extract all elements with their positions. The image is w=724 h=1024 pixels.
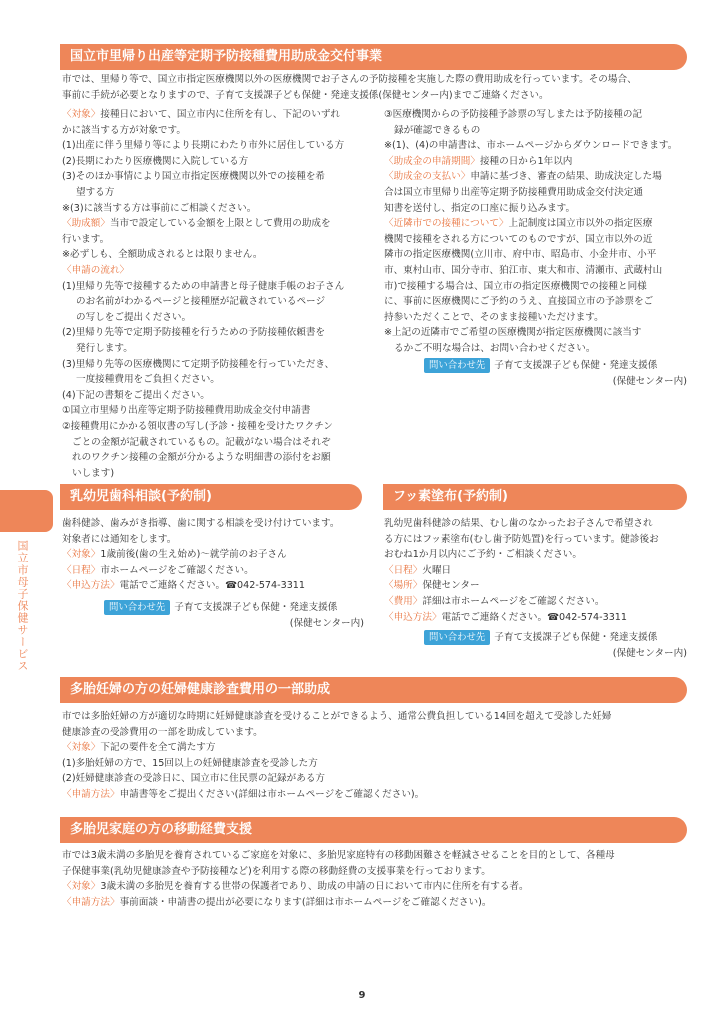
section-title-travel-support: 多胎児家庭の方の移動経費支援: [60, 817, 687, 843]
text-line: [384, 279, 689, 295]
field-text: のお名前がわかるページと接種歴が記載されているページ: [76, 296, 326, 308]
field-text: (4)下記の書類をご提出ください。: [62, 389, 210, 401]
section-title-dental: 乳幼児歯科相談(予約制): [60, 484, 362, 510]
text-line: [62, 185, 372, 201]
text-line: 事前に手続が必要となりますので、子育て支援課子ども保健・発達支援係(保健センター内)までご連絡ください。: [62, 89, 549, 101]
text-line: [384, 123, 689, 139]
field-text: る方にはフッ素塗布(むし歯予防処置)を行っています。健診後お: [384, 533, 659, 545]
text-line: [62, 169, 372, 185]
field-text: 詳細は市ホームページをご確認ください。: [422, 596, 605, 607]
field-text: 一度接種費用をご負担ください。: [76, 374, 220, 386]
contact-block: [424, 630, 687, 661]
field-text: 3歳未満の多胎児を養育する世帯の保護者であり、助成の申請の日において市内に住所を有する者。: [100, 881, 529, 893]
text-line: [384, 263, 689, 279]
text-line: [62, 247, 372, 263]
text-line: [384, 341, 689, 357]
field-text: (1)多胎妊婦の方で、15回以上の妊婦健康診査を受診した方: [62, 757, 318, 769]
field-label: 〈対象〉: [62, 881, 101, 893]
field-text: (2)長期にわたり医療機関に入院している方: [62, 155, 249, 167]
text-line: [62, 787, 689, 803]
field-text: 録が確認できるもの: [394, 124, 481, 136]
text-line: [62, 263, 372, 279]
field-text: れのワクチン接種の金額が分かるような明細書の添付をお願: [72, 452, 331, 464]
field-text: 下記の要件を全て満たす方: [100, 742, 216, 754]
text-line: [62, 201, 372, 217]
text-line: [62, 357, 372, 373]
field-text: いします): [72, 467, 115, 479]
text-line: [384, 310, 689, 326]
field-text: ※必ずしも、全額助成されるとは限りません。: [62, 249, 263, 261]
text-line: [62, 516, 372, 532]
text-line: [62, 154, 372, 170]
field-text: 上記制度は国立市以外の指定医療: [508, 218, 653, 230]
contact-badge: 問い合わせ先: [424, 630, 490, 645]
field-text: 機関で接種をされる方についてのものですが、国立市以外の近: [384, 233, 653, 245]
text-line: [62, 341, 372, 357]
field-text: 接種日において、国立市内に住所を有し、下記のいずれ: [100, 109, 341, 120]
field-label: 〈助成額〉: [62, 218, 110, 230]
text-line: [384, 154, 689, 170]
field-label: 〈場所〉: [384, 580, 423, 592]
field-text: 歯科健診、歯みがき指導、歯に関する相談を受け付けています。: [62, 518, 340, 529]
field-label: 〈対象〉: [62, 549, 101, 561]
field-text: (1)出産に伴う里帰り等により長期にわたり市外に居住している方: [62, 140, 345, 152]
text-line: [384, 325, 689, 341]
text-line: [62, 419, 372, 435]
text-line: [62, 771, 689, 787]
field-text: 市では3歳未満の多胎児を養育されているご家庭を対象に、多胎児家庭特有の移動困難さを軽減させることを目的として、各種母: [62, 850, 615, 861]
field-text: かに該当する方が対象です。: [62, 124, 186, 136]
field-label: 〈助成金の申請期間〉: [384, 155, 480, 167]
field-text: 発行します。: [76, 343, 133, 354]
text-line: [62, 879, 689, 895]
contact-block: [104, 600, 364, 631]
text-line: [384, 107, 689, 123]
contact-badge: 問い合わせ先: [104, 600, 170, 615]
field-text: 1歳前後(歯の生え始め)～就学前のお子さん: [100, 549, 287, 561]
field-label: 〈助成金の支払い〉: [384, 171, 471, 183]
field-text: 行います。: [62, 233, 110, 245]
field-text: 市ホームページをご確認ください。: [100, 564, 254, 576]
text-line: [62, 563, 372, 579]
field-label: 〈申込方法〉: [62, 580, 120, 592]
text-line: 市では、里帰り等で、国立市指定医療機関以外の医療機関でお子さんの予防接種を実施した際の費用助成を行っています。その場合、: [62, 74, 637, 85]
field-label: 〈対象〉: [62, 109, 101, 120]
field-text: 健康診査の受診費用の一部を助成しています。: [62, 726, 263, 738]
field-text: 対象者には通知をします。: [62, 533, 177, 545]
field-text: (2)妊婦健康診査の受診日に、国立市に住民票の記録がある方: [62, 773, 326, 785]
field-text: ※上記の近隣市でご希望の医療機関が指定医療機関に該当す: [384, 327, 642, 339]
contact-line: 子育て支援課子ども保健・発達支援係: [494, 360, 658, 371]
contact-line: (保健センター内): [612, 375, 687, 387]
section-title-satogaeri: 国立市里帰り出産等定期予防接種費用助成金交付事業: [60, 44, 687, 70]
field-text: 持参いただくことで、そのまま接種いただけます。: [384, 311, 604, 323]
contact-block: [424, 358, 687, 389]
field-text: 合は国立市里帰り出産等定期予防接種費用助成金交付決定通: [384, 187, 644, 198]
field-text: 望する方: [76, 187, 115, 198]
text-line: [62, 578, 372, 594]
text-line: [384, 294, 689, 310]
text-line: [62, 107, 372, 123]
side-tab: [0, 490, 53, 532]
text-line: [62, 388, 372, 404]
field-text: 電話でご連絡ください。☎042-574-3311: [441, 611, 628, 623]
field-label: 〈対象〉: [62, 742, 101, 754]
text-line: [384, 232, 689, 248]
field-text: 市、東村山市、国分寺市、狛江市、東大和市、清瀬市、武蔵村山: [384, 265, 663, 276]
field-text: おむね1か月以内にご予約・ご相談ください。: [384, 549, 582, 561]
field-text: 隣市の指定医療機関(立川市、府中市、昭島市、小金井市、小平: [384, 249, 657, 261]
field-text: 当市で設定している金額を上限として費用の助成を: [109, 218, 331, 230]
text-line: [384, 216, 689, 232]
text-line: [62, 547, 372, 563]
side-label: 国立市母子保健サービス: [16, 540, 29, 672]
field-label: 〈申請方法〉: [62, 789, 120, 800]
text-line: [62, 864, 689, 880]
text-line: [384, 610, 689, 626]
text-line: [62, 532, 372, 548]
contact-line: 子育て支援課子ども保健・発達支援係: [494, 632, 658, 643]
contact-line: (保健センター内): [289, 617, 364, 629]
field-label: 〈日程〉: [62, 564, 101, 576]
field-text: (2)里帰り先等で定期予防接種を行うための予防接種依頼書を: [62, 327, 326, 339]
field-text: (3)そのほか事情により国立市指定医療機関以外での接種を希: [62, 171, 326, 183]
field-text: 事前面談・申請書の提出が必要になります(詳細は市ホームページをご確認ください)。: [119, 896, 492, 908]
field-text: 電話でご連絡ください。☎042-574-3311: [119, 580, 306, 592]
text-line: [62, 403, 372, 419]
field-text: ※(3)に該当する方は事前にご相談ください。: [62, 202, 257, 214]
field-label: 〈費用〉: [384, 596, 423, 607]
field-text: ごとの金額が記載されているもの。記載がない場合はそれぞ: [72, 436, 331, 448]
field-text: 子保健事業(乳幼児健康診査や予防接種など)を利用する際の移動経費の支援事業を行っております。: [62, 865, 491, 877]
field-text: 市)で接種する場合は、国立市の指定医療機関での接種と同様: [384, 280, 647, 292]
section-title-fluoride: フッ素塗布(予約制): [383, 484, 687, 510]
field-text: ※(1)、(4)の申請書は、市ホームページからダウンロードできます。: [384, 140, 678, 152]
field-label: 〈申込方法〉: [384, 611, 442, 623]
field-text: に、事前に医療機関にご予約のうえ、直接国立市の予診票をご: [384, 296, 654, 308]
text-line: [62, 725, 689, 741]
field-label: 〈日程〉: [384, 564, 423, 576]
field-text: ①国立市里帰り出産等定期予防接種費用助成金交付申請書: [62, 405, 311, 417]
text-line: [62, 848, 689, 864]
text-line: [384, 532, 689, 548]
text-line: [62, 740, 689, 756]
text-line: [62, 372, 372, 388]
field-text: (1)里帰り先等で接種するための申請書と母子健康手帳のお子さん: [62, 280, 345, 292]
contact-badge: 問い合わせ先: [424, 358, 490, 373]
text-line: [384, 247, 689, 263]
text-line: [62, 294, 372, 310]
field-text: 知書を送付し、指定の口座に振り込みます。: [384, 202, 576, 214]
text-line: [384, 138, 689, 154]
field-text: 市では多胎妊婦の方が適切な時期に妊婦健康診査を受けることができるよう、通常公費負担している14回を超えて受診した妊婦: [62, 711, 612, 722]
field-text: 乳幼児歯科健診の結果、むし歯のなかったお子さんで希望され: [384, 518, 653, 529]
text-line: [62, 310, 372, 326]
page-number: 9: [358, 990, 366, 1001]
field-text: 接種の日から1年以内: [479, 155, 573, 167]
field-text: ③医療機関からの予防接種予診票の写しまたは予防接種の記: [384, 109, 643, 120]
text-line: [62, 232, 372, 248]
text-line: [62, 279, 372, 295]
contact-line: (保健センター内): [612, 647, 687, 659]
field-text: 申請に基づき、審査の結果、助成決定した場: [470, 171, 662, 183]
field-text: ②接種費用にかかる領収書の写し(予診・接種を受けたワクチン: [62, 421, 333, 432]
field-text: 保健センター: [422, 580, 480, 592]
text-line: [62, 895, 689, 911]
field-text: 火曜日: [422, 564, 452, 576]
text-line: [384, 594, 689, 610]
text-line: [384, 563, 689, 579]
text-line: [62, 756, 689, 772]
text-line: [62, 435, 372, 451]
field-text: (3)里帰り先等の医療機関にて定期予防接種を行っていただき、: [62, 358, 335, 370]
text-line: [62, 709, 689, 725]
text-line: [62, 450, 372, 466]
text-line: [62, 216, 372, 232]
text-line: [384, 578, 689, 594]
text-line: [384, 547, 689, 563]
field-label: 〈申請の流れ〉: [62, 265, 130, 276]
field-text: 申請書等をご提出ください(詳細は市ホームページをご確認ください)。: [119, 789, 425, 800]
text-line: [384, 516, 689, 532]
section-title-multiple-checkup: 多胎妊婦の方の妊婦健康診査費用の一部助成: [60, 677, 687, 703]
text-line: [62, 123, 372, 139]
text-line: [384, 201, 689, 217]
text-line: [384, 185, 689, 201]
text-line: [62, 138, 372, 154]
text-line: [384, 169, 689, 185]
text-line: [62, 466, 372, 482]
text-line: [62, 325, 372, 341]
contact-line: 子育て支援課子ども保健・発達支援係: [174, 602, 338, 613]
field-text: るかご不明な場合は、お問い合わせください。: [394, 343, 596, 354]
field-label: 〈申請方法〉: [62, 896, 120, 908]
field-label: 〈近隣市での接種について〉: [384, 218, 509, 230]
field-text: の写しをご提出ください。: [76, 311, 192, 323]
